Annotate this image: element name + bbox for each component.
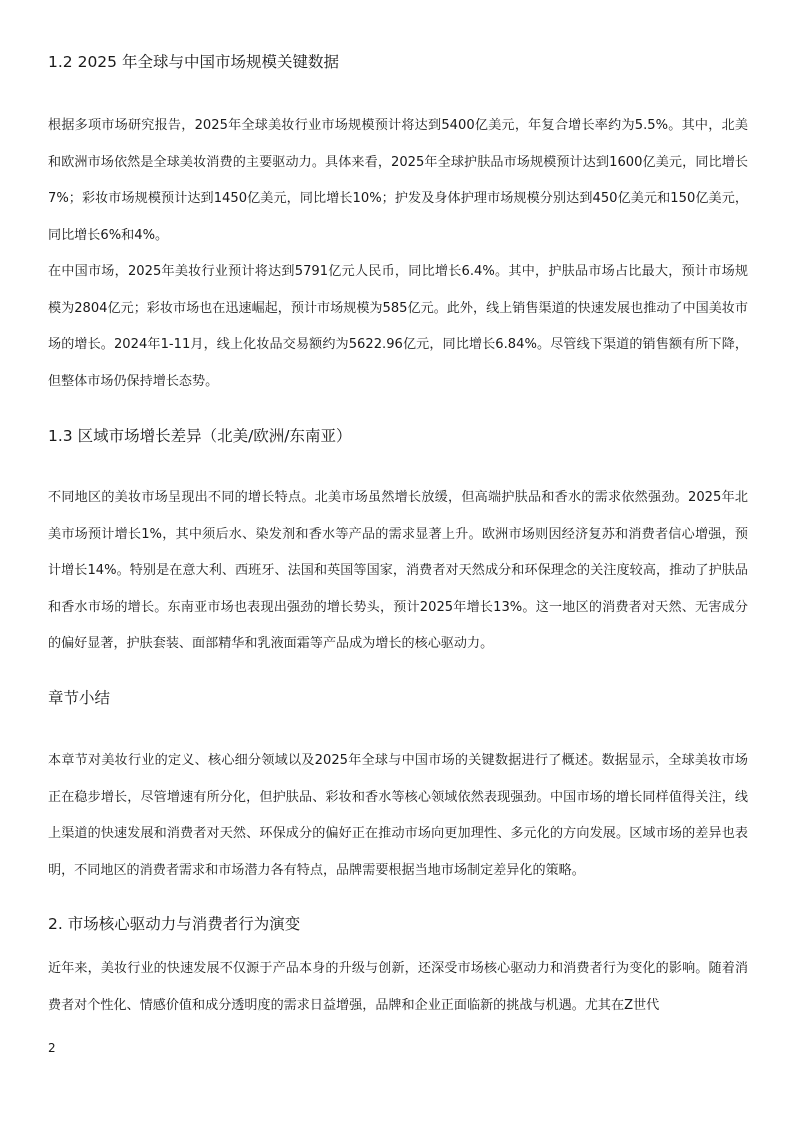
paragraph-china-market: 在中国市场，2025年美妆行业预计将达到5791亿元人民币，同比增长6.4%。其中，护肤品市场占比最大，预计市场规模为2804亿元；彩妆市场也在迅速崛起，预计市场规模为585亿元。此外，线上销售渠道的快速发展也推动了中国美妆市场的增长。2024年1-11月，线上化妆品交易额约为5622.96亿元，同比增长6.84%。尽管线下渠道的销售额有所下降，但整体市场仍保持增长态势。 [48,264,748,389]
paragraph-drivers-intro: 近年来，美妆行业的快速发展不仅源于产品本身的升级与创新，还深受市场核心驱动力和消费者行为变化的影响。随着消费者对个性化、情感价值和成分透明度的需求日益增强，品牌和企业正面临新的挑战与机遇。尤其在Z世代 [48,961,748,1013]
paragraph-chapter-summary: 本章节对美妆行业的定义、核心细分领域以及2025年全球与中国市场的关键数据进行了概述。数据显示，全球美妆市场正在稳步增长，尽管增速有所分化，但护肤品、彩妆和香水等核心领域依然表现强劲。中国市场的增长同样值得关注，线上渠道的快速发展和消费者对天然、环保成分的偏好正在推动市场向更加理性、多元化的方向发展。区域市场的差异也表明，不同地区的消费者需求和市场潜力各有特点，品牌需要根据当地市场制定差异化的策略。 [48,753,748,878]
paragraph-regional-growth: 不同地区的美妆市场呈现出不同的增长特点。北美市场虽然增长放缓，但高端护肤品和香水的需求依然强劲。2025年北美市场预计增长1%，其中须后水、染发剂和香水等产品的需求显著上升。欧洲市场则因经济复苏和消费者信心增强，预计增长14%。特别是在意大利、西班牙、法国和英国等国家，消费者对天然成分和环保理念的关注度较高，推动了护肤品和香水市场的增长。东南亚市场也表现出强劲的增长势头，预计2025年增长13%。这一地区的消费者对天然、无害成分的偏好显著，护肤套装、面部精华和乳液面霜等产品成为增长的核心驱动力。 [48,490,748,652]
paragraph-global-market: 根据多项市场研究报告，2025年全球美妆行业市场规模预计将达到5400亿美元，年复合增长率约为5.5%。其中，北美和欧洲市场依然是全球美妆消费的主要驱动力。具体来看，2025年全球护肤品市场规模预计达到1600亿美元，同比增长7%；彩妆市场规模预计达到1450亿美元，同比增长10%；护发及身体护理市场规模分别达到450亿美元和150亿美元，同比增长6%和4%。 [48,118,748,243]
section-heading-1-3: 1.3 区域市场增长差异（北美/欧洲/东南亚） [48,427,352,445]
page-number: 2 [48,1041,56,1055]
section-heading-1-2: 1.2 2025 年全球与中国市场规模关键数据 [48,53,339,71]
section-heading-summary: 章节小结 [48,689,111,707]
section-heading-2: 2. 市场核心驱动力与消费者行为演变 [48,915,301,933]
